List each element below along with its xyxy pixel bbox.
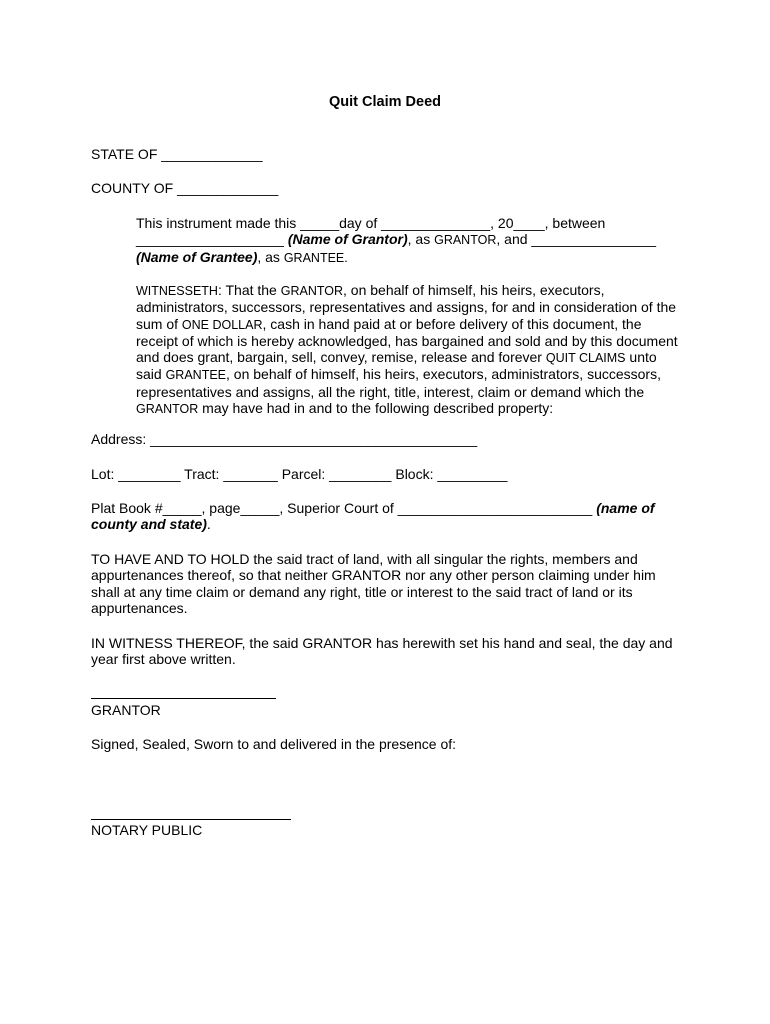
document-title: Quit Claim Deed [329, 94, 441, 110]
grantor-signature-label: GRANTOR [91, 702, 161, 718]
county-state-label: (name of county and state) [91, 500, 655, 533]
habendum-paragraph: TO HAVE AND TO HOLD the said tract of land, with all singular the rights, members and appurtenances thereof, so that neither GRANTOR nor any other person claiming under him shall at any time claim or demand any right, title or interest to the said tract of land or its appurtenances. [91, 551, 656, 616]
plat-book-end: . [206, 516, 211, 533]
lot-tract-parcel-block-line: Lot: ________ Tract: _______ Parcel: ________ Block: _________ [91, 466, 508, 482]
intro-paragraph [91, 215, 683, 266]
witnesseth-text-2: , on behalf of himself, his heirs, executors, administrators, successors, representatives and assigns, for and in consideration of the sum of [136, 282, 677, 332]
witnesseth-text-4: unto said [136, 349, 657, 383]
grantee-name-label: (Name of Grantee) [136, 248, 258, 265]
plat-book-text: Plat Book #_____, page_____, Superior Court of _________________________ [91, 500, 597, 516]
quit-claims: QUIT CLAIMS [545, 351, 626, 366]
intro-text-4: , as [257, 248, 284, 265]
witnesseth-lead: WITNESSETH [136, 284, 218, 298]
witness-paragraph: IN WITNESS THEREOF, the said GRANTOR has herewith set his hand and seal, the day and year first above written. [91, 635, 673, 668]
witnesseth-paragraph [91, 282, 683, 417]
witnesseth-text-5: , on behalf of himself, his heirs, executors, administrators, successors, representatives and assigns, all the right, title, interest, claim or demand which the [136, 366, 661, 400]
intro-text-2: , as [407, 231, 435, 248]
grantee-word: GRANTEE. [283, 250, 348, 265]
county-line: COUNTY OF _____________ [91, 180, 279, 196]
witnesseth-text-1: : That the [217, 282, 281, 298]
notary-public-label: NOTARY PUBLIC [91, 822, 203, 838]
state-line: STATE OF _____________ [91, 146, 263, 162]
presence-line: Signed, Sealed, Sworn to and delivered in the presence of: [91, 736, 457, 752]
witnesseth-grantor: GRANTOR [280, 284, 344, 298]
witnesseth-text-3: , cash in hand paid at or before delivery of this document, the receipt of which is hereby acknowledged, has bargained and sold and by this document and does grant, bargain, sell, convey, remise, release and forever [136, 315, 678, 366]
intro-text-1: This instrument made this _____day of ______________, 20____, between ___________________ [136, 215, 606, 248]
grantor-signature-line [91, 698, 276, 699]
witnesseth-grantor-2: GRANTOR [136, 402, 199, 417]
witnesseth-grantee: GRANTEE [165, 368, 227, 383]
grantor-name-label: (Name of Grantor) [287, 231, 408, 248]
one-dollar: ONE DOLLAR [181, 317, 263, 332]
grantor-word: GRANTOR [434, 233, 497, 248]
witnesseth-text-6: may have had in and to the following described property: [198, 400, 554, 417]
address-line: Address: __________________________________________ [91, 431, 478, 447]
plat-book-paragraph [91, 500, 683, 533]
notary-signature-line [91, 819, 291, 820]
intro-text-3: , and ________________ [496, 231, 656, 248]
